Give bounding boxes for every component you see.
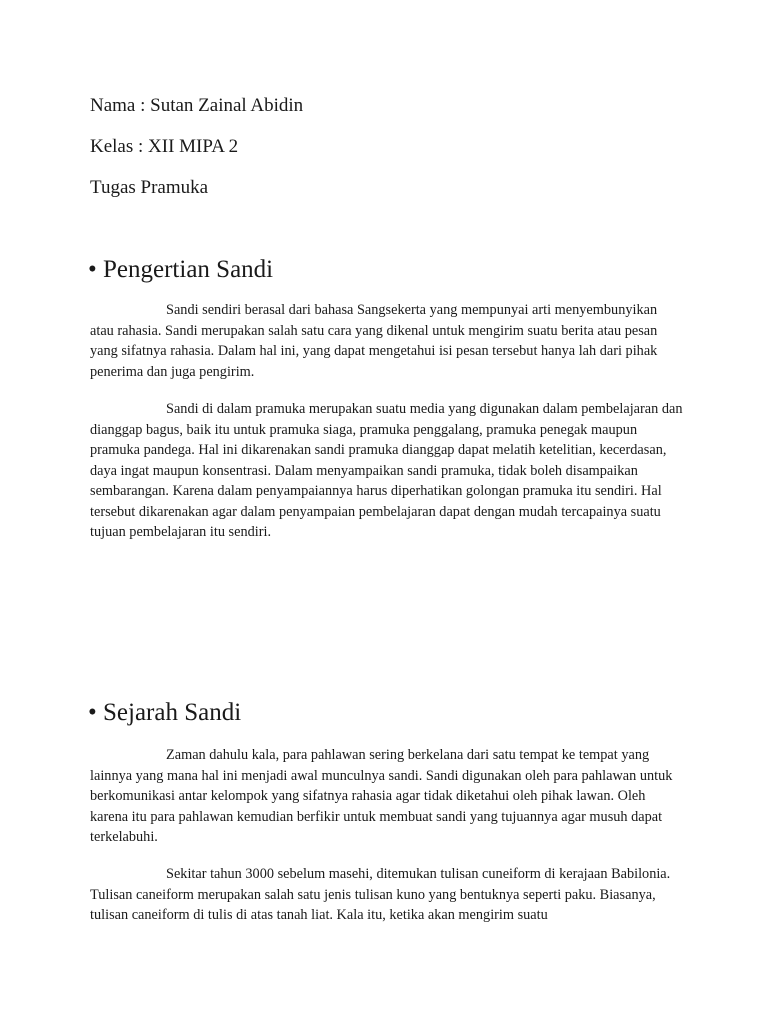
paragraph-pengertian-2: Sandi di dalam pramuka merupakan suatu media yang digunakan dalam pembelajaran dan dianggap bagus, baik itu untuk pramuka siaga, pramuka penggalang, pramuka penegak maupun pramuka pandega. Hal ini dikarenakan sandi pramuka dianggap dapat melatih ketelitian, kecerdasan, daya ingat maupun konsentrasi. Dalam menyampaikan sandi pramuka, tidak boleh disampaikan sembarangan. Karena dalam penyampaiannya harus diperhatikan golongan pramuka itu sendiri. Hal tersebut dikarenakan agar dalam penyampaian pembelajaran dapat dengan mudah tercapainya suatu tujuan pembelajaran itu sendiri. xyxy=(90,401,683,540)
paragraph-pengertian-1: Sandi sendiri berasal dari bahasa Sangsekerta yang mempunyai arti menyembunyikan atau rahasia. Sandi merupakan salah satu cara yang dikenal untuk mengirim suatu berita atau pesan yang sifatnya rahasia. Dalam hal ini, yang dapat mengetahui isi pesan tersebut hanya lah dari pihak penerima dan juga pengirim. xyxy=(90,302,658,380)
student-name: Nama : Sutan Zainal Abidin xyxy=(90,95,304,116)
student-class: Kelas : XII MIPA 2 xyxy=(90,136,239,157)
paragraph-sejarah-2: Sekitar tahun 3000 sebelum masehi, ditemukan tulisan cuneiform di kerajaan Babilonia. Tulisan caneiform merupakan salah satu jenis tulisan kuno yang bentuknya seperti paku. Biasanya, tulisan caneiform di tulis di atas tanah liat. Kala itu, ketika akan mengirim suatu xyxy=(90,866,671,923)
paragraph-sejarah-1: Zaman dahulu kala, para pahlawan sering berkelana dari satu tempat ke tempat yang lainnya yang mana hal ini menjadi awal munculnya sandi. Sandi digunakan oleh para pahlawan untuk berkomunikasi antar kelompok yang sifatnya rahasia agar tidak diketahui oleh pihak lawan. Oleh karena itu para pahlawan kemudian berfikir untuk membuat sandi yang tujuannya agar musuh dapat terkelabuhi. xyxy=(90,747,673,845)
task-title: Tugas Pramuka xyxy=(90,177,209,198)
section-heading-pengertian: • Pengertian Sandi xyxy=(88,256,274,283)
section-heading-sejarah: • Sejarah Sandi xyxy=(88,699,242,726)
